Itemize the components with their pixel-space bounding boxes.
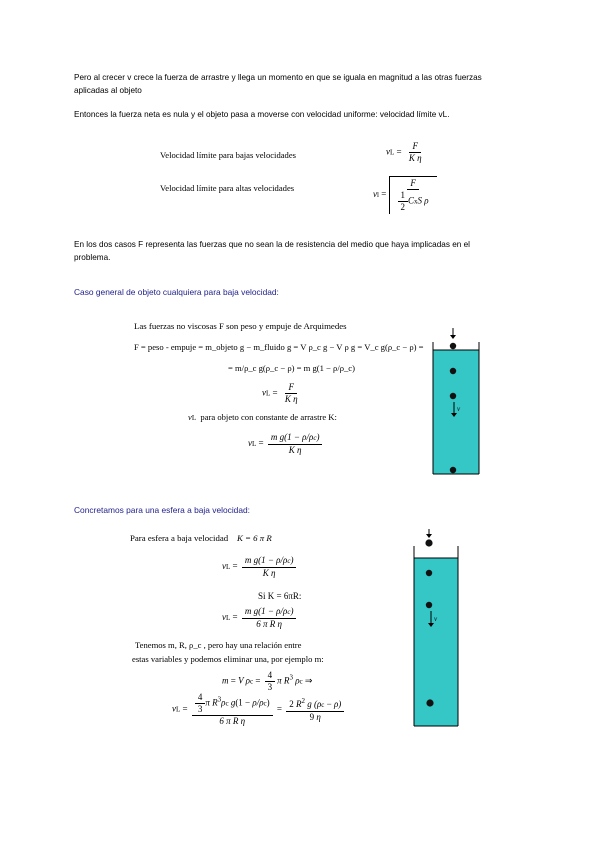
low-velocity-formula: vL = $\frac{F}{\text{K η}}$ <box>386 141 422 163</box>
si-line: Si K = 6πR: <box>258 591 302 601</box>
cases-paragraph <box>74 239 544 264</box>
svg-text:v: v <box>434 615 438 623</box>
sphere-title <box>130 533 272 543</box>
cases-line-2: problema. <box>74 252 111 262</box>
sphere-ball <box>425 539 432 546</box>
section2-heading: Concretamos para una esfera a baja velocidad: <box>74 505 250 515</box>
vl-formula-general: vL = $\frac{F}{\text{K η}}$ <box>262 382 298 404</box>
object-ball <box>450 368 456 374</box>
sphere-title-text: Para esfera a baja velocidad <box>130 533 229 543</box>
sphere-vl-formula: vL = $\frac{\text{m g(1 − ρ/ρc)}}{\text{K η}}$ <box>222 555 298 579</box>
intro-paragraph <box>74 72 544 97</box>
sphere-tube-diagram <box>405 528 465 728</box>
intro-line-2: aplicadas al objeto <box>74 85 142 95</box>
k-value: K = 6 π R <box>236 533 272 543</box>
high-velocity-label: Velocidad límite para altas velocidades <box>160 183 295 193</box>
fluid-tube-diagram <box>425 326 485 476</box>
object-ball <box>450 393 456 399</box>
fluid-column <box>433 350 479 474</box>
object-ball <box>450 343 456 349</box>
tenemos-line-2: estas variables y podemos eliminar una, por ejemplo m: <box>132 654 324 664</box>
sphere-ball <box>426 699 433 706</box>
high-velocity-formula: vl = F $\frac{1}{2}$ CxS ρ <box>373 176 437 214</box>
intro-line-1: Pero al crecer v crece la fuerza de arrastre y llega un momento en que se iguala en magnitud a las otras fuerzas <box>74 73 482 82</box>
sphere-ball <box>426 602 432 608</box>
section1-heading: Caso general de objeto cualquiera para baja velocidad: <box>74 287 279 297</box>
object-ball <box>450 467 456 473</box>
svg-text:v: v <box>457 405 461 413</box>
sphere-ball <box>426 570 432 576</box>
vl-caption: vL para objeto con constante de arrastre K: <box>188 412 337 422</box>
low-velocity-label: Velocidad límite para bajas velocidades <box>160 150 297 160</box>
force-equation-cont: = m/ρ_c g(ρ_c − ρ) = m g(1 − ρ/ρ_c) <box>228 363 355 373</box>
cases-line-1: En los dos casos F representa las fuerzas que no sean la de resistencia del medio que haya implicadas en el <box>74 240 470 249</box>
tenemos-line-1: Tenemos m, R, ρ_c , pero hay una relación entre <box>135 640 302 650</box>
vl-caption-text: para objeto con constante de arrastre K: <box>200 412 337 422</box>
intro-line-3: Entonces la fuerza neta es nula y el objeto pasa a moverse con velocidad uniforme: velocidad límite vL. <box>74 110 450 119</box>
mass-formula: m = V ρc = $\frac{4}{3}$ π $R^3$ ρc ⇒ <box>222 670 313 692</box>
force-equation: F = peso - empuje = m_objeto g − m_fluido g = V ρ_c g − V ρ g = V_c g(ρ_c − ρ) = <box>134 342 424 352</box>
fluid-column <box>414 558 458 726</box>
vl-formula-object: vL = $\frac{\text{m g(1 − ρ/ρc)}}{\text{K η}}$ <box>248 432 324 456</box>
sphere-vl-formula-6pir: vL = $\frac{\text{m g(1 − ρ/ρc)}}{\text{6 π R η}}$ <box>222 606 298 630</box>
sphere-final-formula: vL = $\frac{4}{3}$ π $R^3\rho c$ g(1 − ρ/ρc) 6 π R η = $\frac{2 R^2 g (\rho c - \rho)}{9 \eta}$ <box>172 692 346 727</box>
nonviscous-forces-text: Las fuerzas no viscosas F son peso y empuje de Arquimedes <box>134 321 347 331</box>
